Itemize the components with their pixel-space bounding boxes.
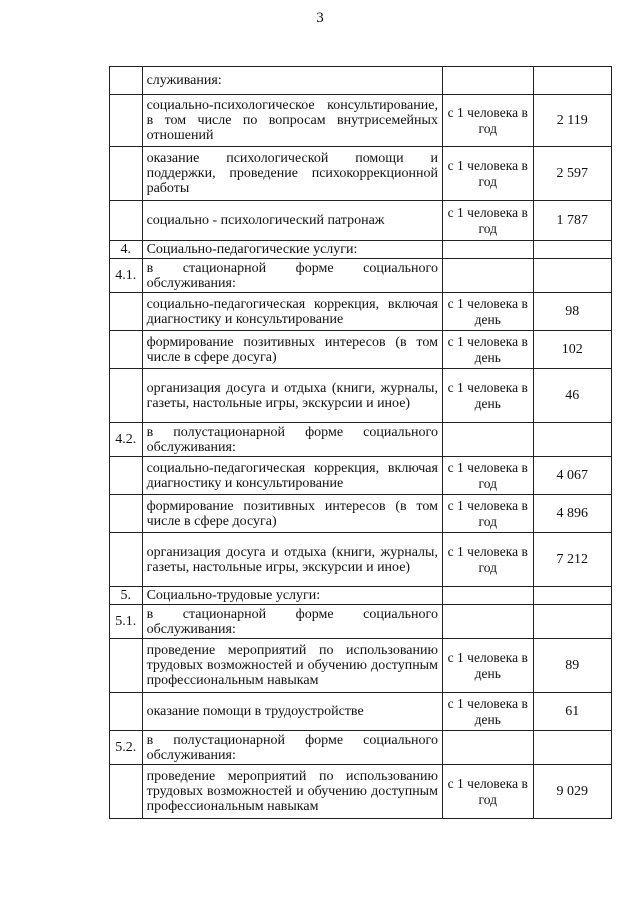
unit-of-measure [442,259,533,293]
table-row [110,731,612,765]
unit-of-measure: с 1 человека в день [442,369,533,423]
row-number [110,495,143,533]
service-description: оказание психологической помощи и поддержки, проведение психокоррекционной работы [142,147,442,201]
tariff-value: 46 [533,369,611,423]
service-description: формирование позитивных интересов (в том числе в сфере досуга) [142,495,442,533]
row-number [110,369,143,423]
service-description: в полустационарной форме социального обслуживания: [142,423,442,457]
table-row [110,331,612,369]
unit-of-measure: с 1 человека в год [442,495,533,533]
service-description: организация досуга и отдыха (книги, журналы, газеты, настольные игры, экскурсии и иное) [142,369,442,423]
unit-of-measure: с 1 человека в год [442,765,533,819]
unit-of-measure: с 1 человека в день [442,331,533,369]
table-row [110,201,612,241]
service-description: социально-педагогическая коррекция, включая диагностику и консультирование [142,293,442,331]
row-number [110,331,143,369]
page-number: 3 [316,10,324,26]
row-number [110,293,143,331]
row-number: 4.2. [110,423,143,457]
unit-of-measure: с 1 человека в год [442,147,533,201]
table-row [110,147,612,201]
table-row [110,639,612,693]
table-row [110,241,612,259]
row-number [110,147,143,201]
unit-of-measure [442,241,533,259]
table-row [110,259,612,293]
unit-of-measure: с 1 человека в год [442,457,533,495]
unit-of-measure [442,605,533,639]
tariff-value: 89 [533,639,611,693]
row-number [110,457,143,495]
row-number: 5.2. [110,731,143,765]
service-description: социально-психологическое консультирование, в том числе по вопросам внутрисемейных отношений [142,95,442,147]
tariff-table [109,66,612,819]
tariff-value: 2 597 [533,147,611,201]
row-number [110,693,143,731]
table-row [110,293,612,331]
table-row [110,369,612,423]
table-row [110,587,612,605]
service-description: проведение мероприятий по использованию трудовых возможностей и обучению доступным профессиональным навыкам [142,765,442,819]
unit-of-measure: с 1 человека в год [442,95,533,147]
tariff-value: 4 896 [533,495,611,533]
unit-of-measure [442,67,533,95]
service-description: проведение мероприятий по использованию трудовых возможностей и обучению доступным профессиональным навыкам [142,639,442,693]
tariff-value: 2 119 [533,95,611,147]
row-number: 5. [110,587,143,605]
unit-of-measure [442,423,533,457]
table-row [110,457,612,495]
row-number: 4. [110,241,143,259]
table-row [110,533,612,587]
tariff-value [533,605,611,639]
unit-of-measure: с 1 человека в день [442,293,533,331]
tariff-value [533,241,611,259]
tariff-value [533,423,611,457]
unit-of-measure: с 1 человека в год [442,201,533,241]
tariff-value: 7 212 [533,533,611,587]
row-number: 5.1. [110,605,143,639]
tariff-value: 61 [533,693,611,731]
unit-of-measure [442,731,533,765]
unit-of-measure: с 1 человека в день [442,639,533,693]
row-number [110,95,143,147]
service-description: в стационарной форме социального обслуживания: [142,259,442,293]
table-row [110,765,612,819]
service-description: в стационарной форме социального обслуживания: [142,605,442,639]
service-description: социально-педагогическая коррекция, включая диагностику и консультирование [142,457,442,495]
row-number: 4.1. [110,259,143,293]
service-description: оказание помощи в трудоустройстве [142,693,442,731]
service-description: Социально-педагогические услуги: [142,241,442,259]
tariff-value: 4 067 [533,457,611,495]
service-description: в полустационарной форме социального обслуживания: [142,731,442,765]
row-number [110,639,143,693]
table-row [110,67,612,95]
tariff-value: 98 [533,293,611,331]
unit-of-measure [442,587,533,605]
service-description: социально - психологический патронаж [142,201,442,241]
tariff-value: 1 787 [533,201,611,241]
row-number [110,765,143,819]
row-number [110,67,143,95]
tariff-value [533,259,611,293]
service-description: организация досуга и отдыха (книги, журналы, газеты, настольные игры, экскурсии и иное) [142,533,442,587]
service-description: формирование позитивных интересов (в том числе в сфере досуга) [142,331,442,369]
table-row [110,95,612,147]
table-row [110,423,612,457]
tariff-value [533,587,611,605]
unit-of-measure: с 1 человека в день [442,693,533,731]
table-row [110,693,612,731]
row-number [110,533,143,587]
unit-of-measure: с 1 человека в год [442,533,533,587]
table-row [110,495,612,533]
tariff-value: 102 [533,331,611,369]
service-description: Социально-трудовые услуги: [142,587,442,605]
tariff-value [533,731,611,765]
tariff-value [533,67,611,95]
row-number [110,201,143,241]
table-row [110,605,612,639]
service-description: служивания: [142,67,442,95]
tariff-value: 9 029 [533,765,611,819]
